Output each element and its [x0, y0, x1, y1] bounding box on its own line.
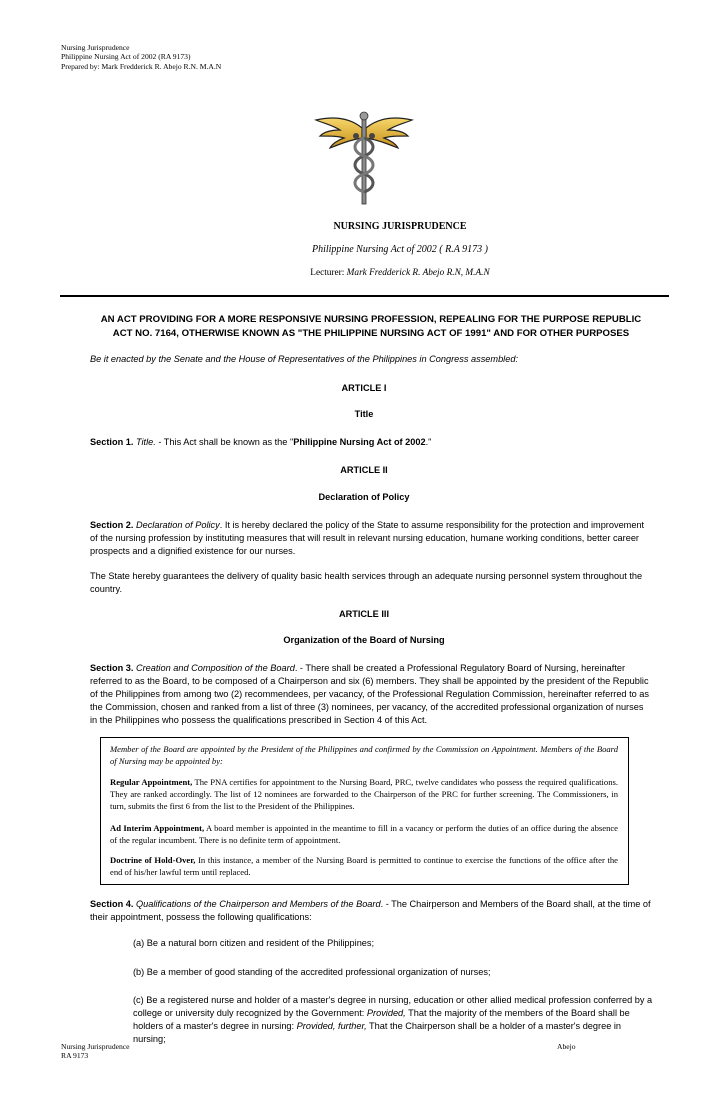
section-1 [90, 436, 652, 449]
section-1-heading: Title. [135, 437, 156, 447]
note-holdover-text: In this instance, a member of the Nursing Board is permitted to continue to exercise the functions of the office after the end of his/her lawful term until replaced. [110, 855, 618, 877]
lecturer-label: Lecturer: [310, 268, 345, 278]
act-heading-line-1: AN ACT PROVIDING FOR A MORE RESPONSIVE NURSING PROFESSION, REPEALING FOR THE PURPOSE REPUBLIC [100, 314, 642, 325]
horizontal-rule [60, 295, 669, 297]
note-regular-label: Regular Appointment, [110, 777, 193, 787]
section-2-text: . It is hereby declared the policy of the State to assume responsibility for the protection and improvement of the nursing profession by instituting measures that will result in relevant nursing education, humane working conditions, better career prospects and a dignified existence for our nurses. [90, 520, 645, 556]
section-2-heading: Declaration of Policy [135, 520, 220, 530]
lecturer-name: Mark Fredderick R. Abejo R.N, M.A.N [346, 268, 490, 278]
document-subtitle: Philippine Nursing Act of 2002 ( R.A 9173 ) [311, 244, 488, 255]
section-4-label: Section 4. [90, 899, 134, 909]
footer-line-1: Nursing Jurisprudence [61, 1042, 130, 1051]
footer-line-2: RA 9173 [61, 1051, 89, 1061]
caduceus-icon [312, 108, 416, 208]
document-title: NURSING JURISPRUDENCE [333, 221, 467, 232]
section-2-paragraph-2: The State hereby guarantees the delivery of quality basic health services through an adequate nursing personnel system throughout the country. [90, 571, 643, 594]
header-line-2: Philippine Nursing Act of 2002 (RA 9173) [61, 52, 191, 62]
article-1-number: ARTICLE I [341, 383, 387, 393]
note-holdover-label: Doctrine of Hold-Over, [110, 855, 196, 865]
qualification-c-start: (c) Be a registered nurse and holder of a master's degree in nursing, education or other allied medical profession conferred by a college or university duly recognized by the Government: [133, 995, 653, 1018]
section-1-end: ." [425, 437, 432, 447]
note-interim-label: Ad Interim Appointment, [110, 823, 205, 833]
section-1-act-name: Philippine Nursing Act of 2002 [293, 437, 426, 447]
qualification-c-end: That the Chairperson shall be a holder of a master's degree in nursing; [133, 1021, 622, 1044]
section-2-label: Section 2. [90, 520, 134, 530]
qualification-b: (b) Be a member of good standing of the accredited professional organization of nurses; [133, 967, 491, 977]
lecturer-line [250, 268, 550, 278]
section-3 [90, 662, 652, 727]
header-line-1: Nursing Jurisprudence [61, 43, 130, 52]
qualification-c [133, 994, 653, 1046]
note-doctrine-holdover [110, 854, 618, 878]
section-3-label: Section 3. [90, 663, 134, 673]
section-1-text: - This Act shall be known as the " [155, 437, 294, 447]
note-regular-appointment [110, 776, 618, 812]
note-interim-text: A board member is appointed in the meantime to fill in a vacancy or perform the duties of an office during the absence of the regular incumbent. There is no definite term of appointment. [110, 823, 618, 845]
act-heading-line-2: ACT NO. 7164, OTHERWISE KNOWN AS "THE PHILIPPINE NURSING ACT OF 1991" AND FOR OTHER PURPOSES [112, 327, 630, 339]
qualification-c-provided: Provided, [366, 1008, 406, 1018]
qualification-a: (a) Be a natural born citizen and resident of the Philippines; [133, 938, 375, 948]
section-4-text: . - The Chairperson and Members of the Board shall, at the time of their appointment, possess the following qualifications: [90, 899, 651, 922]
enacting-clause: Be it enacted by the Senate and the House of Representatives of the Philippines in Congress assembled: [90, 354, 518, 364]
footer-left [61, 1042, 130, 1061]
section-2 [90, 519, 652, 558]
header-line-3: Prepared by: Mark Fredderick R. Abejo R.N. M.A.N [61, 61, 222, 71]
footer-right: Abejo [557, 1042, 576, 1051]
article-3-number: ARTICLE III [338, 609, 390, 619]
article-2-title: Declaration of Policy [318, 492, 410, 502]
note-regular-text: The PNA certifies for appointment to the Nursing Board, PRC, twelve candidates who possess the required qualifications. They are ranked accordingly. The list of 12 nominees are forwarded to the Chairperson of the PRC for further screening. The Commissioners, in turn, submits the first 6 from the list to the President of the Philippines. [110, 777, 618, 811]
section-1-label: Section 1. [90, 437, 134, 447]
section-3-text: . - There shall be created a Professional Regulatory Board of Nursing, hereinafter referred to as the Board, to be composed of a Chairperson and six (6) members. They shall be appointed by the president of the Republic of the Philippines from among two (2) recommendees, per vacancy, of the Professional Regulation Commission, hereinafter referred to as the Commission, chosen and ranked from a list of three (3) nominees, per vacancy, of the accredited professional organization of nurses in the Philippines who possess the qualifications prescribed in Section 4 of this Act. [90, 663, 650, 725]
qualification-c-provided-further: Provided, further, [296, 1021, 367, 1031]
note-interim-appointment [110, 822, 618, 846]
article-3-title: Organization of the Board of Nursing [283, 635, 445, 645]
note-intro: Member of the Board are appointed by the President of the Philippines and confirmed by the Commission on Appointment. Members of the Board of Nursing may be appointed by: [110, 744, 618, 766]
document-header [61, 43, 221, 71]
section-4 [90, 898, 652, 924]
section-3-heading: Creation and Composition of the Board [135, 663, 295, 673]
qualification-c-mid: That the majority of the members of the Board shall be holders of a master's degree in nursing: [133, 1008, 630, 1031]
article-2-number: ARTICLE II [340, 465, 388, 475]
act-heading [90, 313, 652, 340]
section-4-heading: Qualifications of the Chairperson and Members of the Board [135, 899, 381, 909]
article-1-title: Title [354, 409, 374, 419]
appointment-note-box [100, 737, 629, 885]
